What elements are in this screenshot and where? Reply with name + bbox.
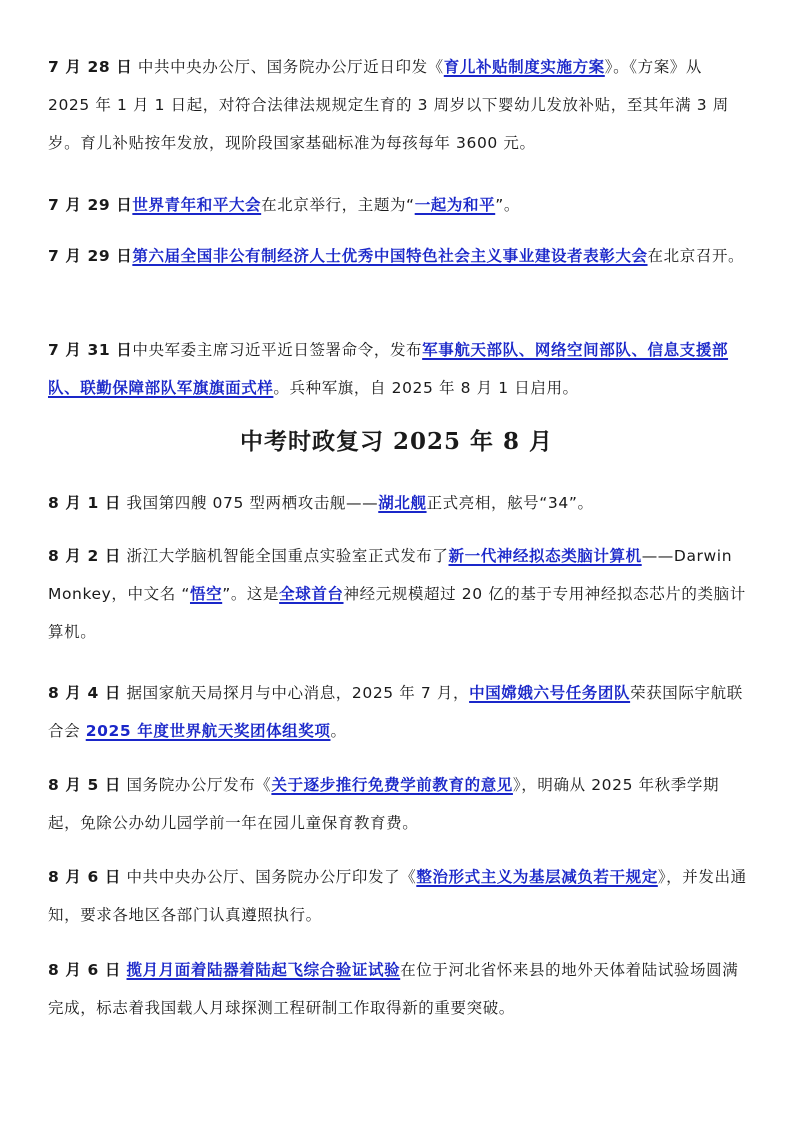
entry-date: 7 月 29 日 [48, 196, 133, 214]
entry-text: ——Darwin Monkey，中文名 “ [48, 547, 733, 603]
entry-date: 7 月 29 日 [48, 247, 133, 265]
entry-date: 7 月 31 日 [48, 341, 133, 359]
highlight-link[interactable]: 全球首台 [279, 585, 344, 603]
entry-text: 据国家航天局探月与中心消息，2025 年 7 月， [120, 684, 470, 702]
highlight-link[interactable]: 关于逐步推行免费学前教育的意见 [271, 776, 513, 794]
entry-aug-6-a [48, 858, 748, 934]
entry-date: 7 月 28 日 [48, 58, 133, 76]
entry-date: 8 月 4 日 [48, 684, 121, 702]
entry-date: 8 月 5 日 [48, 776, 121, 794]
entry-text: ”。这是 [222, 585, 280, 603]
entry-text: 在位于河北省怀来县的地外天体着陆试验场圆满完成，标志着我国载人月球探测工程研制工作取得新的重要突破。 [48, 961, 739, 1017]
entry-jul-29-b [48, 237, 748, 275]
entry-text: 正式亮相，舷号“34”。 [426, 494, 594, 512]
entry-text: 中共中央办公厅、国务院办公厅印发了《 [120, 868, 417, 886]
section-title: 中考时政复习 2025 年 8 月 [239, 428, 554, 455]
entry-jul-28 [48, 48, 748, 162]
entry-date: 8 月 6 日 [48, 868, 121, 886]
highlight-link[interactable]: 揽月月面着陆器着陆起飞综合验证试验 [126, 961, 401, 979]
highlight-link[interactable]: 新一代神经拟态类脑计算机 [448, 547, 642, 565]
entry-jul-31 [48, 331, 748, 407]
entry-text: ”。 [495, 196, 520, 214]
entry-date: 8 月 6 日 [48, 961, 121, 979]
highlight-link[interactable]: 中国嫦娥六号任务团队 [469, 684, 631, 702]
entry-aug-2 [48, 537, 748, 651]
entry-text: 。兵种军旗，自 2025 年 8 月 1 日启用。 [273, 379, 579, 397]
entry-aug-1 [48, 484, 748, 522]
entry-text: 在北京举行，主题为“ [261, 196, 415, 214]
entry-text: 在北京召开。 [647, 247, 745, 265]
highlight-link[interactable]: 一起为和平 [414, 196, 496, 214]
entry-text: 神经元规模超过 20 亿的基于专用神经拟态芯片的类脑计算机。 [48, 585, 746, 641]
entry-jul-29-a [48, 186, 748, 224]
entry-date: 8 月 1 日 [48, 494, 121, 512]
entry-text: 中共中央办公厅、国务院办公厅近日印发《 [132, 58, 444, 76]
entry-text: 荣获国际宇航联合会 [48, 684, 743, 740]
entry-text: 国务院办公厅发布《 [120, 776, 272, 794]
entry-text: 我国第四艘 075 型两栖攻击舰—— [120, 494, 379, 512]
highlight-link[interactable]: 军事航天部队、网络空间部队、信息支援部队、联勤保障部队军旗旗面式样 [48, 341, 729, 397]
highlight-link[interactable]: 第六届全国非公有制经济人士优秀中国特色社会主义事业建设者表彰大会 [132, 247, 648, 265]
highlight-link[interactable]: 悟空 [189, 585, 223, 603]
entry-text: 》。《方案》从 2025 年 1 月 1 日起，对符合法律法规规定生育的 3 周岁以下婴幼儿发放补贴，至其年满 3 周岁。育儿补贴按年发放，现阶段国家基础标准为每孩每年 3600 元。 [48, 58, 729, 152]
entry-aug-6-b [48, 951, 748, 1027]
highlight-link[interactable]: 2025 年度世界航天奖团体组奖项 [85, 722, 331, 740]
entry-text: 浙江大学脑机智能全国重点实验室正式发布了 [120, 547, 449, 565]
highlight-link[interactable]: 整治形式主义为基层减负若干规定 [416, 868, 658, 886]
entry-text: 。 [330, 722, 347, 740]
entry-aug-4 [48, 674, 748, 750]
highlight-link[interactable]: 世界青年和平大会 [132, 196, 262, 214]
entry-text: 》，并发出通知，要求各地区各部门认真遵照执行。 [48, 868, 747, 924]
entry-date: 8 月 2 日 [48, 547, 121, 565]
entry-text: 中央军委主席习近平近日签署命令，发布 [132, 341, 423, 359]
highlight-link[interactable]: 育儿补贴制度实施方案 [443, 58, 605, 76]
entry-aug-5 [48, 766, 748, 842]
highlight-link[interactable]: 湖北舰 [378, 494, 427, 512]
entry-text: 》，明确从 2025 年秋季学期起，免除公办幼儿园学前一年在园儿童保育教育费。 [48, 776, 720, 832]
